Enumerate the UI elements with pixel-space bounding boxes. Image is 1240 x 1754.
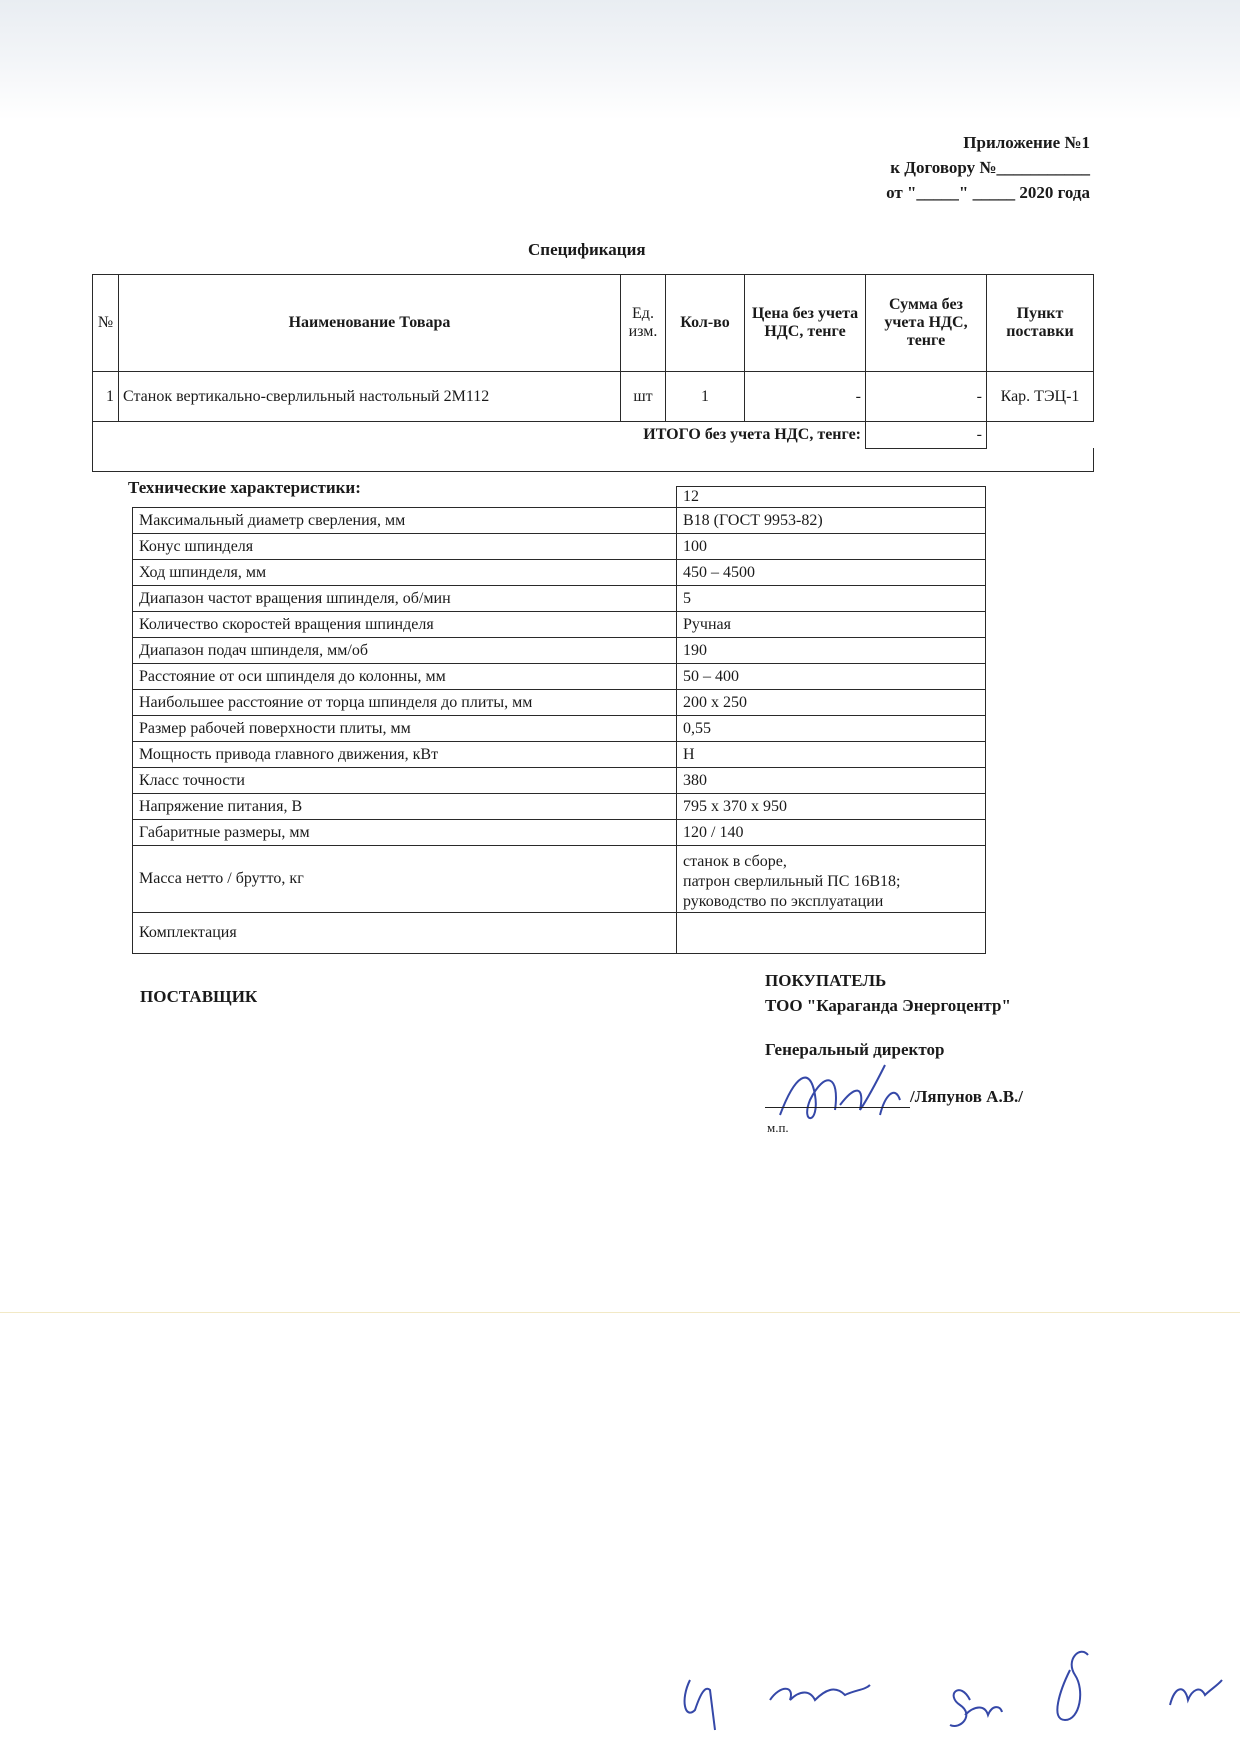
tech-param-3: Диапазон частот вращения шпинделя, об/мин	[133, 586, 677, 612]
tech-value-0: 12	[677, 487, 986, 508]
stamp-mark: м.п.	[767, 1120, 789, 1135]
tech-param-2: Ход шпинделя, мм	[133, 560, 677, 586]
tech-param-12: Габаритные размеры, мм	[133, 820, 677, 846]
kit-line: станок в сборе,	[683, 853, 787, 870]
tech-param-4: Количество скоростей вращения шпинделя	[133, 612, 677, 638]
contract-date: от "_____" _____ 2020 года	[886, 183, 1090, 202]
table-row	[133, 586, 986, 612]
col-delivery-header: Пункт поставки	[987, 275, 1094, 372]
page-title: Спецификация	[528, 240, 646, 259]
tech-param-7: Наибольшее расстояние от торца шпинделя до плиты, мм	[133, 690, 677, 716]
tech-kit-values	[677, 846, 986, 913]
table-row	[133, 913, 986, 954]
table-row	[133, 716, 986, 742]
tech-value-10: Н	[677, 742, 986, 768]
tech-specs-table	[132, 486, 986, 954]
tech-param-5: Диапазон подач шпинделя, мм/об	[133, 638, 677, 664]
tech-value-4: 5	[677, 586, 986, 612]
total-value: -	[866, 422, 987, 449]
table-row	[133, 534, 986, 560]
tech-value-13: 120 / 140	[677, 820, 986, 846]
scan-shadow	[0, 0, 1240, 120]
row-sum: -	[866, 372, 987, 422]
director-signature	[770, 1055, 920, 1135]
tech-param-11: Напряжение питания, В	[133, 794, 677, 820]
tech-value-6: 190	[677, 638, 986, 664]
signature-line	[765, 1107, 910, 1108]
table-row	[133, 794, 986, 820]
row-product-name: Станок вертикально-сверлильный настольный 2М112	[119, 372, 621, 422]
page-initials	[670, 1640, 1230, 1750]
table-row	[133, 612, 986, 638]
tech-specs-title: Технические характеристики:	[128, 478, 361, 497]
row-qty: 1	[666, 372, 745, 422]
total-label: ИТОГО без учета НДС, тенге:	[93, 422, 866, 449]
tech-value-7: 50 – 400	[677, 664, 986, 690]
total-row	[93, 422, 1094, 449]
tech-value-8: 200 х 250	[677, 690, 986, 716]
table-row	[133, 768, 986, 794]
col-num-header: №	[93, 275, 119, 372]
scan-fold-line	[0, 1312, 1240, 1313]
tech-value-1: В18 (ГОСТ 9953-82)	[677, 508, 986, 534]
table-row	[133, 560, 986, 586]
tech-value-5: Ручная	[677, 612, 986, 638]
table-row	[133, 664, 986, 690]
supplier-label: ПОСТАВЩИК	[140, 987, 258, 1006]
table-row	[93, 372, 1094, 422]
table-row	[133, 508, 986, 534]
tech-param-6: Расстояние от оси шпинделя до колонны, мм	[133, 664, 677, 690]
tech-value-12: 795 х 370 х 950	[677, 794, 986, 820]
appendix-header	[886, 130, 1090, 205]
tech-kit-label: Комплектация	[133, 913, 677, 954]
buyer-label: ПОКУПАТЕЛЬ	[765, 971, 887, 990]
row-price: -	[745, 372, 866, 422]
tech-value-11: 380	[677, 768, 986, 794]
table-row	[133, 742, 986, 768]
row-num: 1	[93, 372, 119, 422]
tech-param-13: Масса нетто / брутто, кг	[133, 846, 677, 913]
tech-param-9: Мощность привода главного движения, кВт	[133, 742, 677, 768]
tech-value-3: 450 – 4500	[677, 560, 986, 586]
specification-table	[92, 274, 1094, 472]
buyer-org: ТОО "Караганда Энергоцентр"	[765, 996, 1011, 1015]
col-price-header: Цена без учета НДС, тенге	[745, 275, 866, 372]
table-row	[133, 638, 986, 664]
col-unit-header: Ед. изм.	[621, 275, 666, 372]
table-header-row	[93, 275, 1094, 372]
row-delivery: Кар. ТЭЦ-1	[987, 372, 1094, 422]
director-position: Генеральный директор	[765, 1040, 945, 1059]
tech-value-2: 100	[677, 534, 986, 560]
table-row	[133, 846, 986, 913]
appendix-number: Приложение №1	[963, 133, 1090, 152]
row-unit: шт	[621, 372, 666, 422]
tech-param-1: Конус шпинделя	[133, 534, 677, 560]
blank-row	[93, 448, 1094, 471]
col-qty-header: Кол-во	[666, 275, 745, 372]
signatory-name: /Ляпунов А.В./	[910, 1087, 1024, 1106]
table-row	[133, 690, 986, 716]
tech-row-header-gap	[133, 487, 986, 508]
tech-param-10: Класс точности	[133, 768, 677, 794]
col-name-header: Наименование Товара	[119, 275, 621, 372]
kit-line: патрон сверлильный ПС 16В18;	[683, 873, 901, 890]
buyer-block	[765, 968, 1011, 1018]
table-row	[133, 820, 986, 846]
tech-param-8: Размер рабочей поверхности плиты, мм	[133, 716, 677, 742]
contract-number: к Договору №___________	[890, 158, 1090, 177]
tech-param-0: Максимальный диаметр сверления, мм	[133, 508, 677, 534]
tech-value-9: 0,55	[677, 716, 986, 742]
kit-line: руководство по эксплуатации	[683, 893, 884, 910]
col-sum-header: Сумма без учета НДС, тенге	[866, 275, 987, 372]
